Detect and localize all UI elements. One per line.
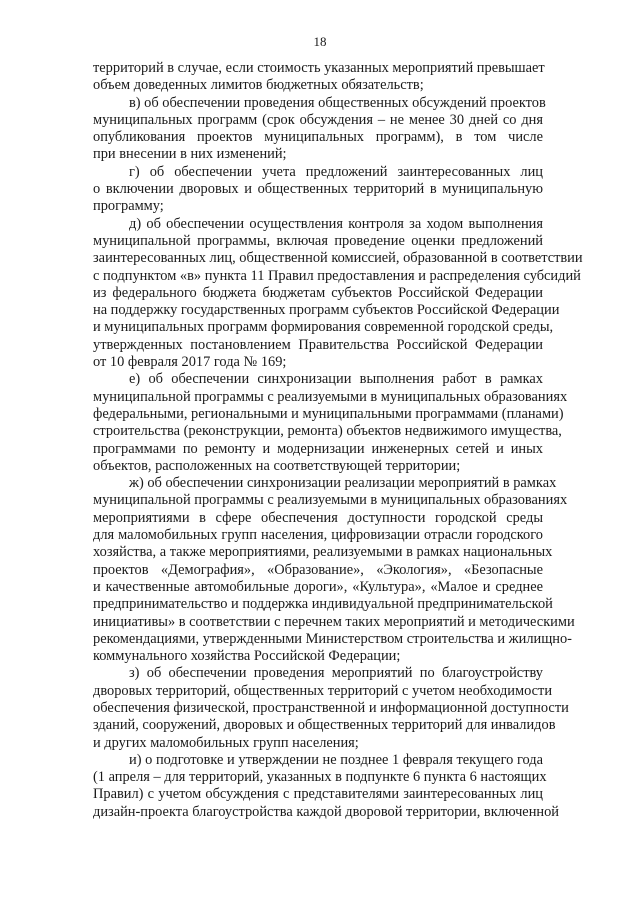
paragraph xyxy=(93,371,568,475)
text-line: о включении дворовых и общественных территорий в муниципальную xyxy=(93,181,543,198)
paragraph xyxy=(93,751,559,821)
text-line: строительства (реконструкции, ремонта) объектов недвижимого имущества, xyxy=(93,423,562,440)
paragraph xyxy=(93,475,575,665)
text-line: муниципальной программы с реализуемыми в муниципальных образованиях xyxy=(93,388,568,405)
document-body xyxy=(93,60,583,821)
text-line: объем доведенных лимитов бюджетных обязательств; xyxy=(93,77,424,94)
paragraph xyxy=(93,60,543,95)
text-line: Правил) с учетом обсуждения с представителями заинтересованных лиц xyxy=(93,786,543,803)
text-line: утвержденных постановлением Правительства Российской Федерации xyxy=(93,336,543,353)
text-line: обеспечения физической, пространственной и информационной доступности xyxy=(93,699,569,716)
text-line: ж) об обеспечении синхронизации реализации мероприятий в рамках xyxy=(129,475,557,492)
text-line: и других маломобильных групп населения; xyxy=(93,734,359,751)
text-line: от 10 февраля 2017 года № 169; xyxy=(93,354,287,371)
paragraph xyxy=(93,215,583,372)
text-line: инициативы» в соответствии с перечнем таких мероприятий и методическими xyxy=(93,613,575,630)
paragraph xyxy=(93,164,543,216)
text-line: д) об обеспечении осуществления контроля за ходом выполнения xyxy=(129,215,543,232)
text-line: дизайн-проекта благоустройства каждой дворовой территории, включенной xyxy=(93,803,559,820)
text-line: при внесении в них изменений; xyxy=(93,146,287,163)
text-line: опубликования проектов муниципальных программ), в том числе xyxy=(93,129,543,146)
text-line: мероприятиями в сфере обеспечения доступности городской среды xyxy=(93,509,543,526)
text-line: заинтересованных лиц, общественной комиссией, образованной в соответствии xyxy=(93,250,583,267)
text-line: коммунального хозяйства Российской Федерации; xyxy=(93,648,401,665)
text-line: проектов «Демография», «Образование», «Экология», «Безопасные xyxy=(93,561,543,578)
paragraph xyxy=(93,94,546,164)
text-line: з) об обеспечении проведения мероприятий по благоустройству xyxy=(129,665,543,682)
text-line: для маломобильных групп населения, цифровизации отрасли городского xyxy=(93,527,543,544)
text-line: программами по ремонту и модернизации инженерных сетей и иных xyxy=(93,440,543,457)
text-line: федеральными, региональными и муниципальными программами (планами) xyxy=(93,405,564,422)
text-line: муниципальной программы с реализуемыми в муниципальных образованиях xyxy=(93,492,568,509)
text-line: дворовых территорий, общественных территорий с учетом необходимости xyxy=(93,682,553,699)
text-line: объектов, расположенных на соответствующей территории; xyxy=(93,457,461,474)
text-line: зданий, сооружений, дворовых и общественных территорий для инвалидов xyxy=(93,717,556,734)
text-line: хозяйства, а также мероприятиями, реализуемыми в рамках национальных xyxy=(93,544,553,561)
text-line: рекомендациями, утвержденными Министерством строительства и жилищно- xyxy=(93,630,572,647)
text-line: муниципальных программ (срок обсуждения – не менее 30 дней со дня xyxy=(93,111,543,128)
text-line: предпринимательство и поддержка индивидуальной предпринимательской xyxy=(93,596,553,613)
text-line: программу; xyxy=(93,198,164,215)
text-line: из федерального бюджета бюджетам субъектов Российской Федерации xyxy=(93,284,543,301)
text-line: г) об обеспечении учета предложений заинтересованных лиц xyxy=(129,163,543,180)
text-line: территорий в случае, если стоимость указанных мероприятий превышает xyxy=(93,60,545,76)
page-number: 18 xyxy=(313,34,327,49)
text-line: на поддержку государственных программ субъектов Российской Федерации xyxy=(93,302,560,319)
text-line: муниципальной программы, включая проведение оценки предложений xyxy=(93,232,543,249)
text-line: и) о подготовке и утверждении не позднее 1 февраля текущего года xyxy=(129,751,543,768)
text-line: и качественные автомобильные дороги», «Культура», «Малое и среднее xyxy=(93,578,543,595)
text-line: (1 апреля – для территорий, указанных в подпункте 6 пункта 6 настоящих xyxy=(93,769,547,786)
text-line: с подпунктом «в» пункта 11 Правил предоставления и распределения субсидий xyxy=(93,267,581,284)
text-line: в) об обеспечении проведения общественных обсуждений проектов xyxy=(129,94,546,111)
paragraph xyxy=(93,665,569,751)
text-line: и муниципальных программ формирования современной городской среды, xyxy=(93,319,554,336)
text-line: е) об обеспечении синхронизации выполнения работ в рамках xyxy=(129,371,543,388)
